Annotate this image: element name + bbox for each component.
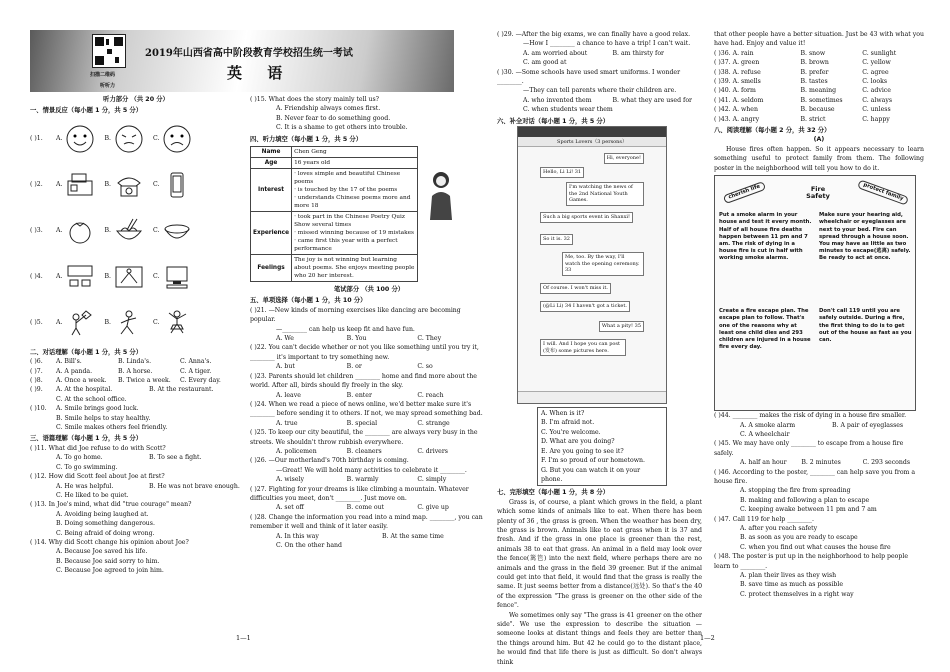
- question-11-option-c: C. To go swimming.: [56, 463, 118, 471]
- question-15-option-a: A. Friendship always comes first.: [276, 105, 381, 113]
- subject-title: 英 语: [227, 64, 293, 82]
- cloze-option-row: ( )41. A. seldom B. sometimes C. always: [714, 96, 893, 104]
- question-48-option-c: C. protect themselves in a right way: [740, 590, 854, 598]
- writing-part-title: 笔试部分 （共 100 分）: [333, 286, 405, 294]
- question-48-option-b: B. save time as much as possible: [740, 581, 843, 589]
- section-8-title: 八、阅读理解（每小题 2 分，共 32 分）: [714, 127, 831, 135]
- sad-face-icon: [159, 123, 195, 155]
- question-12-option-c: C. He liked to be quiet.: [56, 491, 129, 499]
- cloze-passage-2: We sometimes only say "The grass is 41 greener on the other side". We use the expression to describe the situation — someone looks at distant things and feels they are better than the things around him. But 42 he could go to the distant place, he would find that life there is just as difficult. So don't always think: [497, 611, 702, 666]
- question-30-option-c: C. when students wear them: [523, 106, 613, 114]
- question-14-option-b: B. Because Joe said sorry to him.: [56, 557, 160, 565]
- column-2: [250, 95, 488, 550]
- cloze-passage: Grass is, of course, a plant which grows in the field, a plant which some kinds of animals like to eat. When there has been plenty of 36 , the grass is green. When the weather has been dry, the grass is brown. Animals like to eat grass when it is 37 and fresh. And if the grass in one place is greener than the rest, animals 38 to eat that grass. An animal in a field may look over the fence(篱笆) into the next field, where perhaps there are no animals and the grass in the field 39 greener. But if the animal could get into that field, it would find that the grass is really the same. It just seems better from a distance(远处). So that's the 40 of the expression "The grass is greener on the other side of the fence".: [497, 498, 702, 610]
- section-3-title: 三、语篇理解（每小题 1 分，共 5 分）: [30, 435, 142, 443]
- question-29-options: A. am worried about B. am thirsty for: [523, 49, 665, 57]
- question-45-options: A. half an hour B. 2 minutes C. 293 seconds: [740, 459, 911, 467]
- question-7: ( )7. A. A panda. B. A horse. C. A tiger.: [30, 367, 212, 375]
- question-12: ( )12. How did Scott feel about Joe at first?: [30, 473, 165, 481]
- cloze-option-row: ( )38. A. refuse B. prefer C. agree: [714, 68, 889, 76]
- question-13-option-a: A. Avoiding being laughed at.: [56, 510, 149, 518]
- cloze-option-row: ( )40. A. form B. meaning C. advice: [714, 87, 891, 95]
- question-9: ( )9. A. At the hospital. B. At the restaurant.: [30, 386, 214, 394]
- chat-message: Hello, Li Li! 31: [540, 167, 584, 178]
- blank-20[interactable]: The joy is not winning but learning about poems. She enjoys meeting people who 20 her interest.: [292, 255, 418, 282]
- question-48: ( )48. The poster is put up in the neighborhood to help people learn to ________.: [714, 553, 908, 570]
- classroom-icon: [62, 261, 98, 293]
- question-45: ( )45. We may have only ________ to escape from a house fire safely.: [714, 440, 904, 457]
- info-table: Name Chen Geng Age 16 years old Interest · loves simple and beautiful Chinese poems · is touched by the 17 of the poems · understands Chinese poems more and more 18 Experience · took part in the Chinese Poetry Quiz Show several times · missed winning because of 19 mistakes · came first this year with a perfect performance Feelings The joy is not winning but learning about poems. She enjoys meeting people who 20 her interest.: [250, 146, 418, 282]
- question-47-option-b: B. as soon as you are ready to escape: [740, 534, 858, 542]
- column-4: [714, 30, 924, 599]
- question-46: ( )46. According to the poster, ________ can help save you from a house fire.: [714, 468, 916, 485]
- question-11: ( )11. What did Joe refuse to do with Scott?: [30, 444, 166, 452]
- poster-tip-4: Don't call 119 until you are safely outside. During a fire, the first thing to do is to get out of the house as fast as you can.: [819, 308, 912, 343]
- fax-machine-icon: [62, 169, 98, 201]
- chat-screenshot: [517, 126, 667, 404]
- question-21: ( )21. —New kinds of morning exercises like dancing are becoming popular. —________ can help us keep fit and have fun. A. We B. You C. They: [250, 306, 461, 343]
- column-1: [30, 95, 242, 576]
- chat-message: I'm watching the news of the 2nd National Youth Games.: [566, 182, 644, 206]
- question-9-option-c: C. At the school office.: [56, 395, 127, 403]
- question-44-options: A. A smoke alarm B. A pair of eyeglasses: [740, 421, 904, 429]
- question-15-option-c: C. It is a shame to get others into trouble.: [276, 124, 408, 132]
- page-number-right: 1—2: [700, 634, 715, 642]
- tomato-icon: [62, 215, 98, 247]
- question-47: ( )47. Call 119 for help ________.: [714, 515, 814, 523]
- question-30-options: A. who invented them B. what they are used for: [523, 96, 692, 104]
- chat-message: What a pity! 35: [599, 321, 644, 332]
- question-44: ( )44. ________ makes the risk of dying in a house fire smaller.: [714, 412, 907, 420]
- question-23: ( )23. Parents should let children ________ home and find more about the world. After all, birds should fly freely in the sky. A. leave B. enter C. reach: [250, 372, 477, 399]
- mobile-phone-icon: [159, 169, 195, 201]
- question-29-option-c: C. am good at: [523, 59, 567, 67]
- section-2-title: 二、对话理解（每小题 1 分，共 5 分）: [30, 348, 142, 356]
- question-27: ( )27. Fighting for your dreams is like climbing a mountain. Whatever difficulties you meet, don't ________. Just move on. A. set off B. come out C. give up: [250, 485, 469, 512]
- chat-message: Hi, everyone!: [604, 153, 644, 164]
- question-6: ( )6. A. Bill's. B. Linda's. C. Anna's.: [30, 358, 212, 366]
- chat-message: I will. And I hope you can post (发布) some pictures here.: [540, 339, 626, 356]
- question-14: ( )14. Why did Scott change his opinion about Joe?: [30, 538, 189, 546]
- question-8: ( )8. A. Once a week. B. Twice a week. C. Every day.: [30, 377, 221, 385]
- chat-message: So it is. 32: [540, 234, 573, 245]
- info-table-area: [250, 146, 488, 282]
- question-10-option-c: C. Smile makes others feel friendly.: [56, 424, 168, 432]
- cloze-option-row: ( )36. A. rain B. snow C. sunlight: [714, 49, 897, 57]
- question-10: ( )10. A. Smile brings good luck.: [30, 405, 139, 413]
- poster-title: Fire Safety: [806, 185, 830, 201]
- blank-18[interactable]: · understands Chinese poems more and more 18: [294, 195, 411, 210]
- question-22: ( )22. You can't decide whether or not you like something until you try it, ________ it's important to try something new. A. but B. or C. so: [250, 344, 479, 371]
- column-3: [497, 30, 702, 667]
- question-1: ( )1. A. B. C.: [30, 116, 242, 162]
- blank-16[interactable]: 16 years old: [292, 158, 418, 169]
- question-46-option-c: C. keeping awake between 11 pm and 7 am: [740, 506, 877, 514]
- question-2: ( )2. A. B. C.: [30, 162, 242, 208]
- poster-tip-3: Create a fire escape plan. The escape plan to follow. That's one of the reasons why at least one child dies and 293 children are injured in a house fire every day.: [719, 308, 811, 351]
- telephone-icon: [111, 169, 147, 201]
- noodles-icon: [111, 215, 147, 247]
- chat-group-title: Sports Lovers（3 persons）: [518, 137, 666, 147]
- question-46-option-a: A. stopping the fire from spreading: [740, 487, 851, 495]
- question-46-option-b: B. making and following a plan to escape: [740, 496, 870, 504]
- section-7-title: 七、完形填空（每小题 1 分，共 8 分）: [497, 489, 609, 497]
- chat-input-bar[interactable]: [518, 391, 666, 403]
- poster-tip-1: Put a smoke alarm in your house and test it every month. Half of all house fire deaths happen between 11 pm and 7 am. The risk of dying in a house fire is cut in half with working smoke alarms.: [719, 212, 812, 262]
- chat-message: Such a big sports event in Shanxi!: [540, 212, 633, 223]
- question-15: ( )15. What does the story mainly tell us?: [250, 96, 379, 103]
- question-26: ( )26. —Our motherland's 70th birthday is coming. —Great! We will hold many activities to celebrate it ________. A. wisely B. warmly C. simply: [250, 457, 467, 484]
- dancing-girl-icon: [159, 307, 195, 339]
- question-12-options: A. He was helpful. B. He was not brave enough.: [56, 482, 240, 490]
- question-29: ( )29. —After the big exams, we can finally have a good relax.: [497, 31, 691, 38]
- blank-17[interactable]: · is touched by the 17 of the poems: [294, 187, 398, 194]
- question-25: ( )25. To keep our city beautiful, the ________ are always very busy in the streets. We shouldn't throw rubbish everywhere. A. policemen B. cleaners C. drivers: [250, 429, 478, 455]
- soup-bowl-icon: [159, 215, 195, 247]
- question-48-option-a: A. plan their lives as they wish: [740, 572, 837, 579]
- passage-a-intro: House fires often happen. So it appears necessary to learn something useful to protect family from them. The following poster in the neighborhood will tell you how to do it.: [714, 145, 924, 172]
- section-1-title: 一、情景反应（每小题 1 分，共 5 分）: [30, 107, 142, 115]
- cloze-option-row: ( )37. A. green B. brown C. yellow: [714, 59, 891, 67]
- question-13-option-b: B. Doing something dangerous.: [56, 520, 155, 528]
- question-15-option-b: B. Never fear to do something good.: [276, 114, 391, 122]
- question-13-option-c: C. Being afraid of doing wrong.: [56, 529, 155, 537]
- question-3: ( )3. A. B. C.: [30, 208, 242, 254]
- cloze-option-row: ( )39. A. smells B. tastes C. looks: [714, 78, 888, 86]
- question-13: ( )13. In Joe's mind, what did "true courage" mean?: [30, 501, 192, 509]
- page-number-left: 1—1: [236, 634, 251, 642]
- question-4: ( )4. A. B. C.: [30, 254, 242, 300]
- question-44-option-c: C. A wheelchair: [740, 430, 790, 438]
- question-5: ( )5. A. B. C.: [30, 300, 242, 346]
- question-47-option-c: C. when you find out what causes the house fire: [740, 543, 891, 551]
- question-30: ( )30. —Some schools have used smart uniforms. I wonder ________.: [497, 68, 681, 86]
- chat-message: (@Li Li) 34 I haven't got a ticket.: [540, 301, 630, 312]
- poster-tag-right: protect family: [857, 179, 909, 205]
- question-28: ( )28. Change the information you read into a mind map. ________, you can remember it well and think of it later easily. A. In this way B. At the same time C. On the other hand: [250, 513, 483, 549]
- section-4-title: 四、听力填空（每小题 1 分，共 5 分）: [250, 135, 362, 143]
- happy-face-icon: [62, 123, 98, 155]
- computer-room-icon: [159, 261, 195, 293]
- listen-label[interactable]: 听听力: [100, 83, 116, 89]
- qr-code[interactable]: [92, 34, 126, 68]
- cloze-passage-3: that other people have a better situation. Just be 43 with what you have had. Enjoy and value it!: [714, 31, 924, 48]
- cloze-options: [714, 49, 924, 124]
- listening-part-title: 听力部分 （共 20 分）: [103, 96, 169, 103]
- sick-face-icon: [111, 123, 147, 155]
- question-14-option-a: A. Because Joe saved his life.: [56, 548, 148, 556]
- section-5-title: 五、单项选择（每小题 1 分，共 10 分）: [250, 297, 367, 305]
- running-boy-icon: [111, 307, 147, 339]
- chat-message: Me, too. By the way, I'll watch the opening ceremony. 33: [562, 252, 644, 276]
- question-30-reply: —They can tell parents where their children are.: [523, 87, 677, 95]
- poster-tag-left: cherish life: [723, 181, 767, 204]
- chat-message: Of course. I won't miss it.: [540, 283, 611, 294]
- experience-cell: · took part in the Chinese Poetry Quiz Show several times · missed winning because of 19 mistakes · came first this year with a perfect performance: [292, 212, 418, 255]
- chat-options-box: A. When is it? B. I'm afraid not. C. You're welcome. D. What are you doing? E. Are you going to see it? F. I'm so proud of our hometown. G. But you can watch it on your phone.: [537, 407, 667, 486]
- section-6-title: 六、补全对话（每小题 1 分，共 5 分）: [497, 117, 609, 125]
- question-47-option-a: A. after you reach safety: [740, 524, 818, 532]
- question-11-options: A. To go home. B. To see a fight.: [56, 454, 202, 462]
- question-14-option-c: C. Because Joe agreed to join him.: [56, 567, 164, 575]
- qr-label: 扫描二维码: [90, 72, 116, 78]
- exam-title: 2019年山西省高中阶段教育学校招生统一考试: [145, 48, 353, 59]
- fire-safety-poster: [714, 175, 916, 411]
- passage-a-label: (A): [813, 136, 825, 144]
- kite-boy-icon: [62, 307, 98, 339]
- cloze-option-row: ( )43. A. angry B. strict C. happy: [714, 115, 890, 123]
- girl-portrait-icon: [424, 166, 458, 222]
- interest-cell: · loves simple and beautiful Chinese poems · is touched by the 17 of the poems · understands Chinese poems more and more 18: [292, 169, 418, 212]
- phone-status-bar: [518, 127, 666, 137]
- gym-icon: [111, 261, 147, 293]
- poster-tip-2: Make sure your hearing aid, wheelchair or eyeglasses are next to your bed. Fire can spread through a house soon. You may have as little as two minutes to escape(逃离) safely. Be ready to act at once.: [819, 212, 911, 262]
- blank-19[interactable]: · missed winning because of 19 mistakes: [294, 230, 415, 237]
- question-10-option-b: B. Smile helps to stay healthy.: [56, 414, 151, 422]
- cloze-option-row: ( )42. A. when B. because C. unless: [714, 106, 891, 114]
- question-24: ( )24. When we read a piece of news online, we'd better make sure it's ________ before sending it to others. If not, we may spread something bad. A. true B. special C. strange: [250, 400, 483, 427]
- question-29-reply: —How I ________ a chance to have a trip! I can't wait.: [523, 40, 691, 48]
